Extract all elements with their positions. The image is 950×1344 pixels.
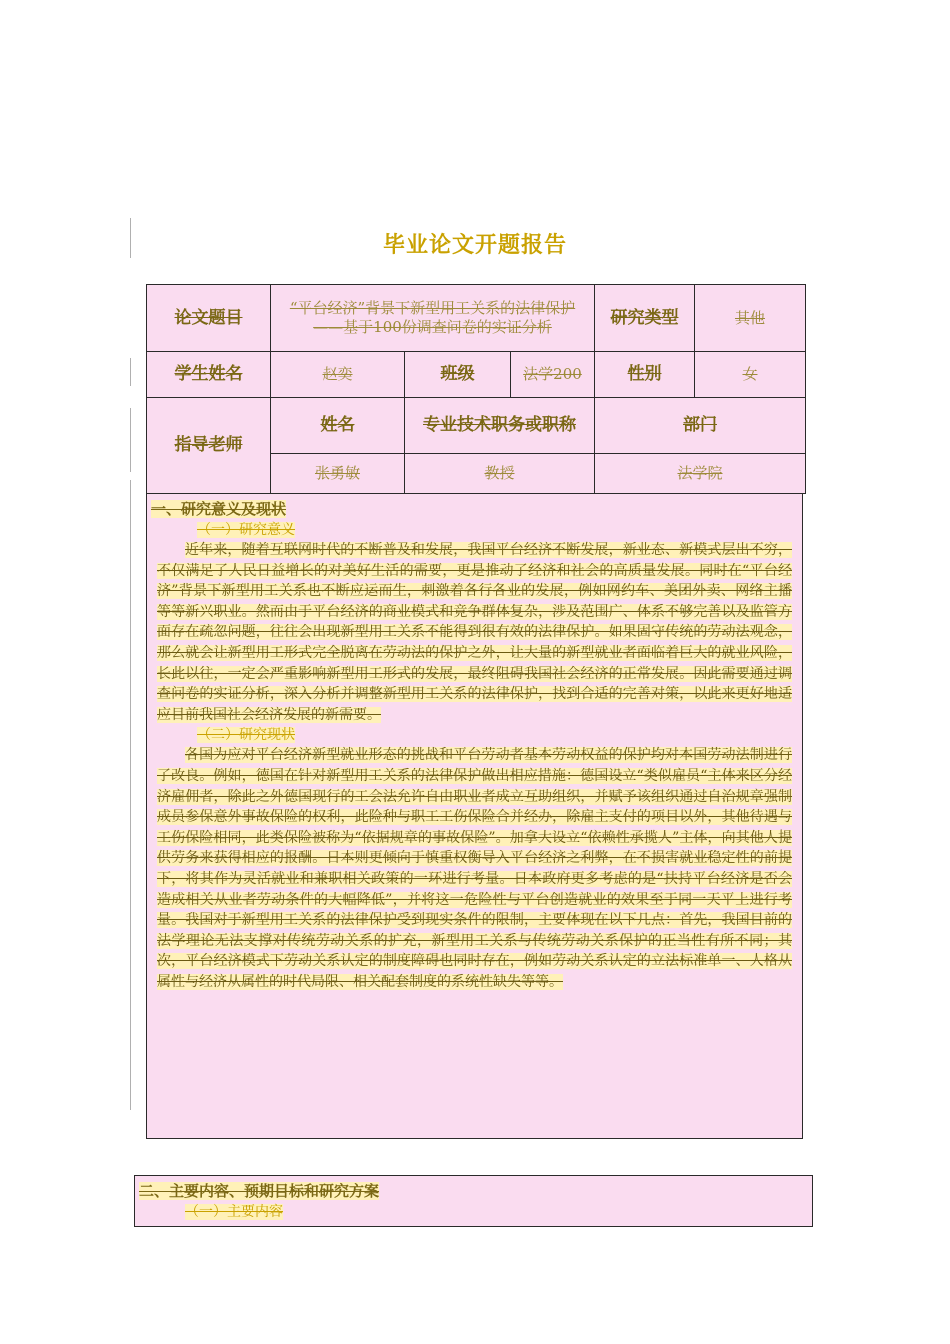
type-label: 研究类型 bbox=[595, 285, 695, 352]
gender-label: 性别 bbox=[595, 352, 695, 398]
advisor-col-title: 专业技术职务或职称 bbox=[405, 398, 595, 454]
class-value: 法学200 bbox=[511, 352, 595, 398]
type-value: 其他 bbox=[695, 285, 806, 352]
advisor-dept: 法学院 bbox=[595, 454, 806, 494]
info-table bbox=[146, 284, 806, 494]
advisor-col-dept: 部门 bbox=[595, 398, 806, 454]
gender-value: 女 bbox=[695, 352, 806, 398]
section1-para1: 近年来，随着互联网时代的不断普及和发展，我国平台经济不断发展，新业态、新模式层出不穷，不仅满足了人民日益增长的对美好生活的需要，更是推动了经济和社会的高质量发展。同时在“平台经济”背景下新型用工关系也不断应运而生，刺激着各行各业的发展，例如网约车、美团外卖、网络主播等等新兴职业。然而由于平台经济的商业模式和竞争群体复杂，涉及范围广、体系不够完善以及监管方面存在疏忽问题，往往会出现新型用工关系不能得到很有效的法律保护。如果固守传统的劳动法观念，那么就会让新型用工形式完全脱离在劳动法的保护之外，让大量的新型就业者面临着巨大的就业风险，长此以往，一定会严重影响新型用工形式的发展，最终阻碍我国社会经济的正常发展。因此需要通过调查问卷的实证分析，深入分析并调整新型用工关系的法律保护，找到合适的完善对策，以此来更好地适应目前我国社会经济发展的新需要。 bbox=[157, 542, 792, 723]
page-title: 毕业论文开题报告 bbox=[382, 233, 567, 258]
topic-value: “平台经济”背景下新型用工关系的法律保护 ——基于100份调查问卷的实证分析 bbox=[271, 285, 595, 352]
margin-mark bbox=[130, 358, 131, 386]
section-research-significance bbox=[146, 493, 803, 1139]
margin-mark bbox=[130, 408, 131, 472]
advisor-name: 张勇敏 bbox=[271, 454, 405, 494]
section1-heading: 一、研究意义及现状 bbox=[151, 500, 287, 518]
topic-label: 论文题目 bbox=[147, 285, 271, 352]
section1-sub1: （一）研究意义 bbox=[197, 522, 295, 538]
section1-para2: 各国为应对平台经济新型就业形态的挑战和平台劳动者基本劳动权益的保护均对本国劳动法制进行了改良。例如，德国在针对新型用工关系的法律保护做出相应措施：德国设立“类似雇员“主体来区分经济雇佣者，除此之外德国现行的工会法允许自由职业者成立互助组织，并赋予该组织通过自治规章强制成员参保意外事故保险的权利，此险种与职工工伤保险合并经办，除雇主支付的项目以外，其他待遇与工伤保险相同，此类保险被称为“依据规章的事故保险”。加拿大设立“依赖性承揽人”主体，向其他人提供劳务来获得相应的报酬。日本则更倾向于慎重权衡导入平台经济之利弊，在不损害就业稳定性的前提下，将其作为灵活就业和兼职相关政策的一环进行考量。日本政府更多考虑的是“扶持平台经济是否会造成相关从业者劳动条件的大幅降低”，并将这一危险性与平台创造就业的效果至于同一天平上进行考量。我国对于新型用工关系的法律保护受到现实条件的限制，主要体现在以下几点：首先，我国目前的法学理论无法支撑对传统劳动关系的扩充，新型用工关系与传统劳动关系保护的正当性有所不同；其次，平台经济模式下劳动关系认定的制度障碍也同时存在，例如劳动关系认定的立法标准单一、人格从属性与经济从属性的时代局限、相关配套制度的系统性缺失等等。 bbox=[157, 747, 792, 990]
student-label: 学生姓名 bbox=[147, 352, 271, 398]
advisor-col-name: 姓名 bbox=[271, 398, 405, 454]
section-main-content bbox=[134, 1175, 813, 1227]
class-label: 班级 bbox=[405, 352, 511, 398]
section2-heading: 二、主要内容、预期目标和研究方案 bbox=[139, 1182, 380, 1200]
advisor-title: 教授 bbox=[405, 454, 595, 494]
student-value: 赵奕 bbox=[271, 352, 405, 398]
section2-sub1: （一）主要内容 bbox=[185, 1204, 283, 1220]
advisor-label: 指导老师 bbox=[147, 398, 271, 494]
margin-mark bbox=[130, 480, 131, 1110]
section1-sub2: （二）研究现状 bbox=[197, 727, 295, 744]
